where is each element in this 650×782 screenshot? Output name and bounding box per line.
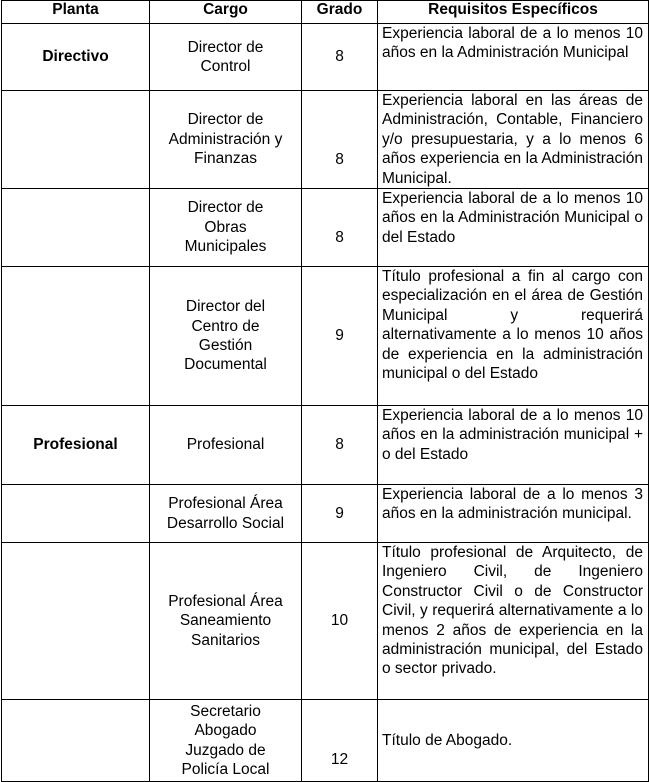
grado-value: 8 xyxy=(335,228,344,246)
grado-cell: 12 xyxy=(302,700,378,782)
cargo-cell: Director de Administración y Finanzas xyxy=(150,91,302,189)
header-requisitos: Requisitos Específicos xyxy=(378,1,649,24)
table-row xyxy=(2,485,649,543)
header-cargo: Cargo xyxy=(150,1,302,24)
cargo-cell xyxy=(150,543,302,700)
cargo-text: Director de Obras Municipales xyxy=(184,199,267,256)
requisitos-cell: Experiencia laboral de a lo menos 10 años en la Administración Municipal o del Estado xyxy=(378,189,649,267)
header-grado: Grado xyxy=(302,1,378,24)
planta-cell xyxy=(2,543,150,700)
cargo-cell xyxy=(150,700,302,782)
grado-cell: 9 xyxy=(302,267,378,406)
table-row xyxy=(2,267,649,406)
cargo-text: Director del Centro de Gestión Documental xyxy=(184,298,267,374)
grado-cell: 8 xyxy=(302,24,378,91)
cargo-cell: Profesional xyxy=(150,406,302,485)
table-row xyxy=(2,700,649,782)
requirements-table xyxy=(1,0,649,782)
requisitos-cell: Título profesional de Arquitecto, de Ingeniero Civil, de Ingeniero Constructor Civil o de Constructor Civil, y requerirá alternativamente a lo menos 2 años de experiencia en la administración municipal, del Estado o sector privado. xyxy=(378,543,649,700)
planta-cell xyxy=(2,267,150,406)
table-row xyxy=(2,189,649,267)
grado-cell: 8 xyxy=(302,91,378,189)
cargo-text: Profesional Área Saneamiento Sanitarios xyxy=(168,592,283,649)
cargo-cell xyxy=(150,267,302,406)
table-row xyxy=(2,543,649,700)
requisitos-cell: Experiencia laboral de a lo menos 10 años en la Administración Municipal xyxy=(378,24,649,91)
requisitos-cell: Experiencia laboral en las áreas de Administración, Contable, Financiero y/o presupuestaria, y a lo menos 6 años experiencia en la Administración Municipal. xyxy=(378,91,649,189)
requisitos-cell: Experiencia laboral de a lo menos 3 años en la administración municipal. xyxy=(378,485,649,543)
planta-cell xyxy=(2,485,150,543)
cargo-text: Director de Control xyxy=(187,38,264,75)
table-row xyxy=(2,24,649,91)
grado-cell xyxy=(302,189,378,267)
planta-cell xyxy=(2,700,150,782)
requisitos-cell: Título profesional a fin al cargo con especialización en el área de Gestión Municipal y requerirá alternativamente a lo menos 10 años de experiencia en la administración municipal o del Estado xyxy=(378,267,649,406)
cargo-text: Secretario Abogado Juzgado de Policía Local xyxy=(181,702,270,778)
grado-cell: 8 xyxy=(302,406,378,485)
planta-cell xyxy=(2,189,150,267)
header-planta: Planta xyxy=(2,1,150,24)
planta-cell: Directivo xyxy=(2,24,150,91)
requisitos-cell: Título de Abogado. xyxy=(378,700,649,782)
table-row xyxy=(2,406,649,485)
cargo-cell xyxy=(150,189,302,267)
grado-cell: 10 xyxy=(302,543,378,700)
header-row xyxy=(2,1,649,24)
planta-cell xyxy=(2,91,150,189)
table-row xyxy=(2,91,649,189)
planta-cell: Profesional xyxy=(2,406,150,485)
grado-cell: 9 xyxy=(302,485,378,543)
cargo-cell xyxy=(150,485,302,543)
cargo-cell xyxy=(150,24,302,91)
requisitos-cell: Experiencia laboral de a lo menos 10 años en la administración municipal + o del Estado xyxy=(378,406,649,485)
cargo-text: Profesional Área Desarrollo Social xyxy=(166,495,285,532)
